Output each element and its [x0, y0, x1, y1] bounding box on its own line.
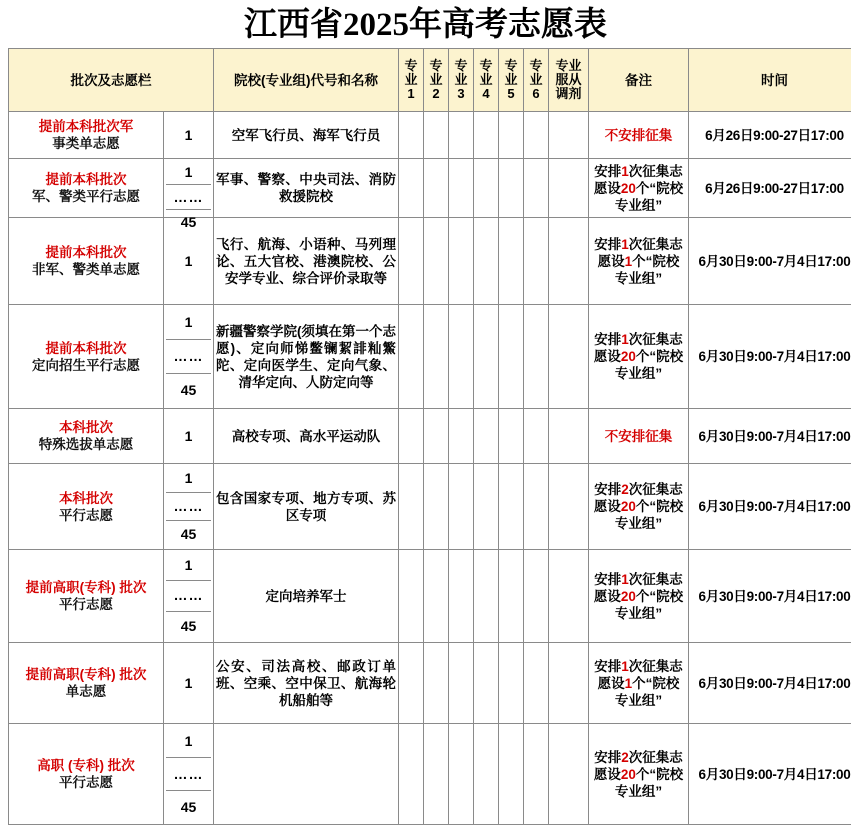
volunteer-number: 1 [166, 725, 211, 758]
note-fragment: 次征集志愿设 [594, 332, 683, 364]
batch-label-line2: 平行志愿 [11, 774, 161, 791]
major-cell-2[interactable] [424, 724, 449, 825]
major-cell-3[interactable] [449, 218, 474, 305]
major-cell-4[interactable] [474, 409, 499, 464]
batch-label-line1: 提前本科批次 [11, 340, 161, 357]
major-obey-cell[interactable] [549, 159, 589, 218]
note-fragment: 1 [625, 254, 633, 269]
major-cell-6[interactable] [524, 159, 549, 218]
note-cell [589, 643, 689, 724]
note-cell [589, 724, 689, 825]
major-obey-cell[interactable] [549, 305, 589, 409]
major-cell-3[interactable] [449, 724, 474, 825]
major-cell-2[interactable] [424, 550, 449, 643]
volunteer-number-cell [164, 409, 214, 464]
batch-label-line1: 本科批次 [11, 419, 161, 436]
volunteer-number: 1 [166, 465, 211, 493]
batch-label-line2: 特殊选拔单志愿 [11, 436, 161, 453]
major-obey-cell[interactable] [549, 464, 589, 550]
batch-label-line1: 高职 (专科) 批次 [11, 757, 161, 774]
volunteer-number-cell [164, 724, 214, 825]
major-cell-3[interactable] [449, 305, 474, 409]
major-cell-2[interactable] [424, 112, 449, 159]
major-cell-1[interactable] [399, 550, 424, 643]
volunteer-number: 45 [166, 612, 211, 641]
major-cell-3[interactable] [449, 159, 474, 218]
major-cell-6[interactable] [524, 112, 549, 159]
note-fragment: 个“院校专业组” [615, 499, 683, 531]
major-cell-4[interactable] [474, 305, 499, 409]
major-obey-cell[interactable] [549, 409, 589, 464]
header-major-4: 专 业 4 [474, 49, 499, 112]
time-cell: 6月30日9:00-7月4日17:00 [689, 305, 851, 409]
major-cell-4[interactable] [474, 464, 499, 550]
volunteer-number: 1 [166, 644, 211, 722]
batch-label-line1: 提前本科批次 [11, 171, 161, 188]
major-cell-1[interactable] [399, 305, 424, 409]
major-cell-4[interactable] [474, 159, 499, 218]
major-cell-2[interactable] [424, 409, 449, 464]
major-cell-3[interactable] [449, 112, 474, 159]
major-cell-2[interactable] [424, 464, 449, 550]
volunteer-table [8, 48, 851, 825]
note-fragment: 1 [621, 572, 629, 587]
note-cell: 不安排征集 [589, 409, 689, 464]
note-fragment: 次征集志愿设 [594, 482, 683, 514]
volunteer-number-cell [164, 218, 214, 305]
header-major-1: 专 业 1 [399, 49, 424, 112]
table-row [9, 112, 851, 159]
time-cell: 6月30日9:00-7月4日17:00 [689, 724, 851, 825]
major-cell-6[interactable] [524, 464, 549, 550]
major-cell-6[interactable] [524, 724, 549, 825]
table-row [9, 724, 851, 825]
table-row [9, 409, 851, 464]
note-fragment: 1 [621, 332, 629, 347]
note-fragment: 次征集志愿设 [598, 659, 683, 691]
header-major-obey: 专业 服从 调剂 [549, 49, 589, 112]
note-fragment: 1 [621, 164, 629, 179]
volunteer-number: 45 [166, 521, 211, 548]
note-cell: 不安排征集 [589, 112, 689, 159]
major-cell-5[interactable] [499, 550, 524, 643]
note-cell [589, 218, 689, 305]
major-obey-cell[interactable] [549, 112, 589, 159]
batch-label-cell [9, 643, 164, 724]
school-name-cell[interactable]: 空军飞行员、海军飞行员 [214, 112, 399, 159]
school-name-cell[interactable]: 定向培养军士 [214, 550, 399, 643]
school-name-cell[interactable]: 高校专项、高水平运动队 [214, 409, 399, 464]
volunteer-number: …… [166, 581, 211, 611]
header-major-6: 专 业 6 [524, 49, 549, 112]
header-major-2: 专 业 2 [424, 49, 449, 112]
major-cell-4[interactable] [474, 112, 499, 159]
batch-label-line2: 非军、警类单志愿 [11, 261, 161, 278]
time-cell: 6月30日9:00-7月4日17:00 [689, 409, 851, 464]
note-cell [589, 159, 689, 218]
volunteer-number: …… [166, 493, 211, 521]
major-cell-5[interactable] [499, 112, 524, 159]
major-obey-cell[interactable] [549, 550, 589, 643]
major-cell-3[interactable] [449, 643, 474, 724]
major-cell-3[interactable] [449, 550, 474, 643]
batch-label-line2: 定向招生平行志愿 [11, 357, 161, 374]
major-cell-4[interactable] [474, 550, 499, 643]
major-cell-2[interactable] [424, 643, 449, 724]
batch-label-cell [9, 724, 164, 825]
batch-label-line2: 平行志愿 [11, 507, 161, 524]
batch-label-line2: 单志愿 [11, 683, 161, 700]
volunteer-number: 1 [166, 306, 211, 340]
note-fragment: 次征集志愿设 [594, 572, 683, 604]
batch-label-line1: 提前本科批次军 [11, 118, 161, 135]
major-cell-5[interactable] [499, 724, 524, 825]
major-obey-cell[interactable] [549, 643, 589, 724]
time-cell: 6月30日9:00-7月4日17:00 [689, 643, 851, 724]
major-cell-2[interactable] [424, 305, 449, 409]
school-name-cell[interactable]: 包含国家专项、地方专项、苏区专项 [214, 464, 399, 550]
volunteer-number: 1 [166, 219, 211, 303]
volunteer-number: 45 [166, 374, 211, 407]
major-cell-1[interactable] [399, 643, 424, 724]
batch-label-cell [9, 409, 164, 464]
table-row [9, 464, 851, 550]
note-fragment: 个“院校专业组” [615, 181, 683, 213]
school-name-cell[interactable]: 军事、警察、中央司法、消防救援院校 [214, 159, 399, 218]
note-fragment: 安排 [594, 482, 621, 497]
batch-label-line1: 本科批次 [11, 490, 161, 507]
volunteer-number-cell [164, 643, 214, 724]
major-cell-5[interactable] [499, 159, 524, 218]
volunteer-number-cell [164, 305, 214, 409]
note-fragment: 安排 [594, 572, 621, 587]
major-cell-5[interactable] [499, 409, 524, 464]
major-cell-6[interactable] [524, 643, 549, 724]
school-name-cell[interactable]: 飞行、航海、小语种、马列理论、五大官校、港澳院校、公安学专业、综合评价录取等 [214, 218, 399, 305]
header-time: 时间 [689, 49, 851, 112]
major-cell-1[interactable] [399, 112, 424, 159]
volunteer-number: 45 [166, 791, 211, 823]
note-fragment: 20 [621, 349, 636, 364]
major-cell-4[interactable] [474, 218, 499, 305]
major-cell-5[interactable] [499, 464, 524, 550]
table-row [9, 643, 851, 724]
volunteer-number-cell [164, 550, 214, 643]
batch-label-line1: 提前高职(专科) 批次 [11, 666, 161, 683]
time-cell: 6月30日9:00-7月4日17:00 [689, 464, 851, 550]
table-row [9, 218, 851, 305]
major-cell-6[interactable] [524, 550, 549, 643]
batch-label-line1: 提前本科批次 [11, 244, 161, 261]
volunteer-number: …… [166, 758, 211, 791]
school-name-cell[interactable]: 新疆警察学院(须填在第一个志愿)、定向师悌鳖镧絜誹籼鰵陀、定向医学生、定向气象、清华定向、人防定向等 [214, 305, 399, 409]
major-cell-5[interactable] [499, 218, 524, 305]
major-cell-5[interactable] [499, 643, 524, 724]
note-fragment: 安排 [594, 332, 621, 347]
header-major-3: 专 业 3 [449, 49, 474, 112]
major-cell-1[interactable] [399, 218, 424, 305]
note-fragment: 1 [621, 237, 629, 252]
major-cell-5[interactable] [499, 305, 524, 409]
major-obey-cell[interactable] [549, 724, 589, 825]
major-cell-6[interactable] [524, 218, 549, 305]
major-cell-2[interactable] [424, 218, 449, 305]
batch-label-cell [9, 550, 164, 643]
note-fragment: 个“院校专业组” [615, 254, 680, 286]
major-cell-4[interactable] [474, 724, 499, 825]
header-major-5: 专 业 5 [499, 49, 524, 112]
batch-label-line1: 提前高职(专科) 批次 [11, 579, 161, 596]
time-cell: 6月30日9:00-7月4日17:00 [689, 218, 851, 305]
batch-label-line2: 军、警类平行志愿 [11, 188, 161, 205]
time-cell: 6月30日9:00-7月4日17:00 [689, 550, 851, 643]
major-cell-1[interactable] [399, 464, 424, 550]
note-fragment: 个“院校专业组” [615, 589, 683, 621]
note-fragment: 个“院校专业组” [615, 349, 683, 381]
note-fragment: 2 [621, 750, 629, 765]
note-fragment: 1 [625, 676, 633, 691]
note-cell [589, 305, 689, 409]
volunteer-number: 1 [166, 160, 211, 185]
note-fragment: 20 [621, 499, 636, 514]
volunteer-number-cell [164, 112, 214, 159]
note-fragment: 次征集志愿设 [598, 237, 683, 269]
header-batch: 批次及志愿栏 [9, 49, 214, 112]
note-fragment: 20 [621, 767, 636, 782]
major-cell-1[interactable] [399, 409, 424, 464]
note-fragment: 个“院校专业组” [615, 767, 683, 799]
note-fragment: 20 [621, 589, 636, 604]
page-title: 江西省2025年高考志愿表 [0, 4, 851, 46]
note-fragment: 安排 [594, 659, 621, 674]
header-note: 备注 [589, 49, 689, 112]
note-fragment: 安排 [594, 750, 621, 765]
batch-label-cell [9, 112, 164, 159]
note-fragment: 2 [621, 482, 629, 497]
volunteer-number-cell [164, 159, 214, 218]
major-cell-3[interactable] [449, 409, 474, 464]
volunteer-number: 1 [166, 551, 211, 581]
batch-label-line2: 事类单志愿 [11, 135, 161, 152]
major-cell-4[interactable] [474, 643, 499, 724]
major-cell-6[interactable] [524, 409, 549, 464]
volunteer-number: …… [166, 340, 211, 374]
note-cell [589, 550, 689, 643]
volunteer-number: 45 [166, 210, 211, 234]
header-school: 院校(专业组)代号和名称 [214, 49, 399, 112]
major-cell-3[interactable] [449, 464, 474, 550]
table-row [9, 305, 851, 409]
major-obey-cell[interactable] [549, 218, 589, 305]
volunteer-number: 1 [166, 410, 211, 462]
time-cell: 6月26日9:00-27日17:00 [689, 159, 851, 218]
batch-label-cell [9, 305, 164, 409]
major-cell-1[interactable] [399, 159, 424, 218]
note-fragment: 安排 [594, 237, 621, 252]
major-cell-1[interactable] [399, 724, 424, 825]
time-cell: 6月26日9:00-27日17:00 [689, 112, 851, 159]
note-fragment: 次征集志愿设 [594, 164, 683, 196]
note-cell [589, 464, 689, 550]
note-fragment: 安排 [594, 164, 621, 179]
batch-label-cell [9, 159, 164, 218]
volunteer-number: …… [166, 185, 211, 210]
major-cell-2[interactable] [424, 159, 449, 218]
table-row [9, 159, 851, 218]
note-fragment: 次征集志愿设 [594, 750, 683, 782]
school-name-cell[interactable] [214, 724, 399, 825]
table-body [9, 112, 851, 825]
table-row [9, 550, 851, 643]
major-cell-6[interactable] [524, 305, 549, 409]
note-fragment: 个“院校专业组” [615, 676, 680, 708]
table-header-row [9, 49, 851, 112]
batch-label-line2: 平行志愿 [11, 596, 161, 613]
note-fragment: 20 [621, 181, 636, 196]
batch-label-cell [9, 464, 164, 550]
volunteer-number: 1 [166, 113, 211, 157]
note-fragment: 1 [621, 659, 629, 674]
volunteer-number-cell [164, 464, 214, 550]
batch-label-cell [9, 218, 164, 305]
school-name-cell[interactable]: 公安、司法高校、邮政订单班、空乘、空中保卫、航海轮机船舶等 [214, 643, 399, 724]
